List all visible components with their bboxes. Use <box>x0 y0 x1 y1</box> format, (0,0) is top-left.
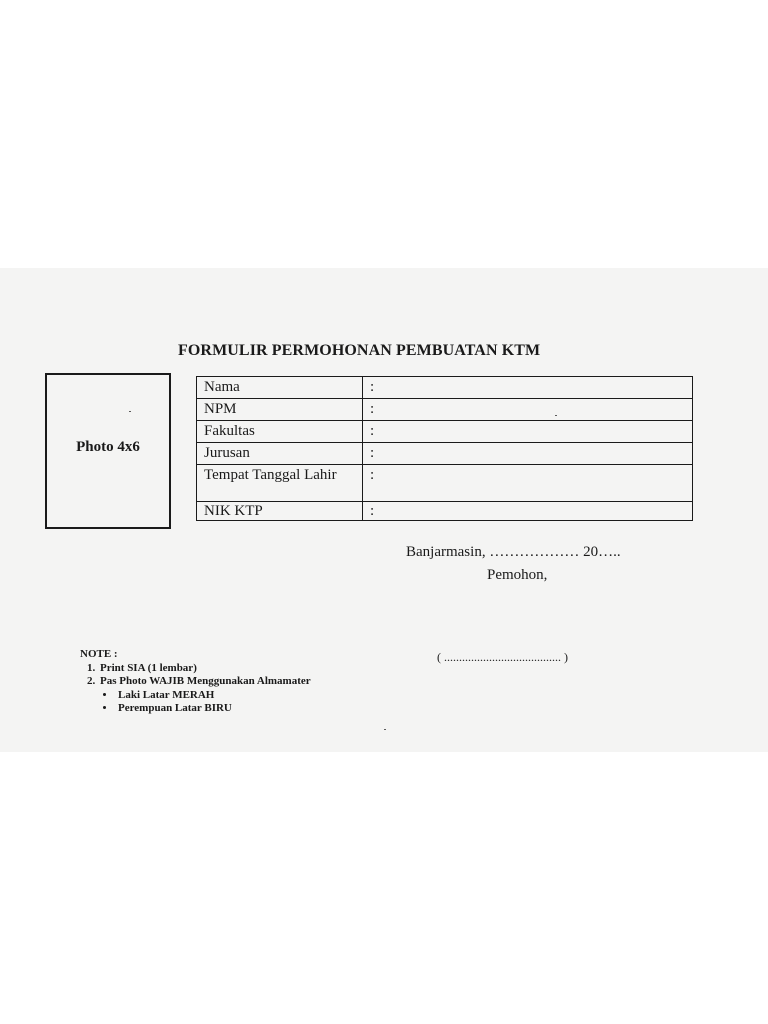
field-row-nama <box>197 377 693 399</box>
field-colon: : <box>370 445 375 461</box>
note-subitem: • Laki Latar MERAH <box>116 689 311 703</box>
form-title: FORMULIR PERMOHONAN PEMBUATAN KTM <box>178 342 541 359</box>
field-value-nama[interactable] <box>363 377 693 399</box>
field-label-tempat-tanggal-lahir: Tempat Tanggal Lahir <box>197 465 363 502</box>
field-row-nik-ktp <box>197 502 693 521</box>
scan-speck <box>129 411 131 412</box>
note-heading: NOTE : <box>80 648 118 660</box>
field-value-tempat-tanggal-lahir[interactable] <box>363 465 693 502</box>
applicant-fields-table <box>196 376 693 521</box>
place-date-line: Banjarmasin, ……………… 20….. <box>406 544 621 560</box>
scan-speck <box>384 729 386 730</box>
note-item-text: Pas Photo WAJIB Menggunakan Almamater <box>100 675 311 687</box>
field-value-jurusan[interactable] <box>363 443 693 465</box>
note-sublist <box>100 689 311 716</box>
applicant-label: Pemohon, <box>487 567 548 583</box>
field-colon: : <box>370 401 375 417</box>
field-value-fakultas[interactable] <box>363 421 693 443</box>
note-list <box>80 662 311 716</box>
field-label-nama: Nama <box>197 377 363 399</box>
field-label-npm: NPM <box>197 399 363 421</box>
note-item: 1. Print SIA (1 lembar) <box>98 662 311 676</box>
note-subitem: • Perempuan Latar BIRU <box>116 702 311 716</box>
field-label-fakultas: Fakultas <box>197 421 363 443</box>
field-colon: : <box>370 423 375 439</box>
field-colon: : <box>370 467 375 483</box>
field-row-fakultas <box>197 421 693 443</box>
field-row-npm <box>197 399 693 421</box>
field-colon: : <box>370 379 375 395</box>
photo-placeholder <box>45 373 171 529</box>
field-label-jurusan: Jurusan <box>197 443 363 465</box>
photo-label: Photo 4x6 <box>76 439 140 455</box>
field-value-nik-ktp[interactable] <box>363 502 693 521</box>
note-item <box>98 675 311 716</box>
scan-speck <box>555 415 557 416</box>
field-colon: : <box>370 503 375 519</box>
signature-name-line: ( ....................................... ) <box>437 650 568 664</box>
field-value-npm[interactable] <box>363 399 693 421</box>
field-row-jurusan <box>197 443 693 465</box>
field-label-nik-ktp: NIK KTP <box>197 502 363 521</box>
field-row-tempat-tanggal-lahir <box>197 465 693 502</box>
note-section <box>80 648 311 716</box>
